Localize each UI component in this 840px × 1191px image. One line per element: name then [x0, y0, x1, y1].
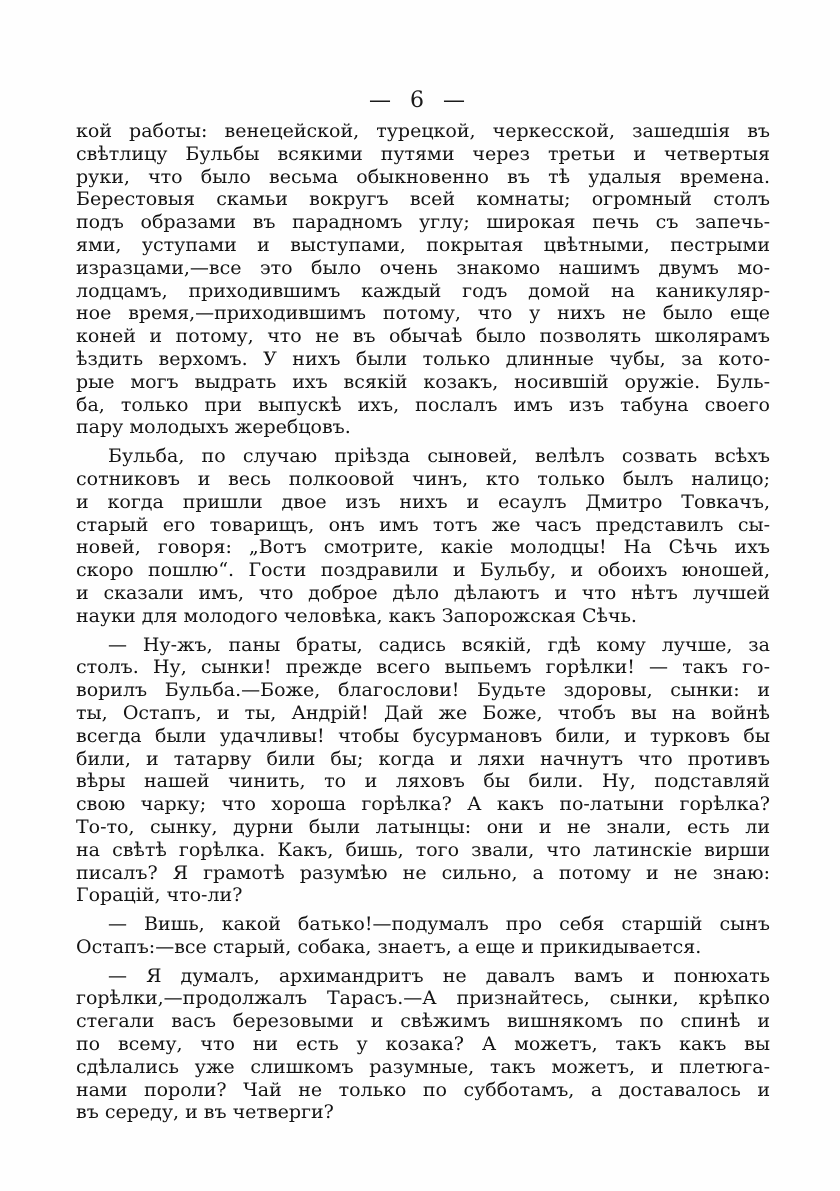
text-line: лодцамъ, приходившимъ каждый годъ домой на каникуляр- — [76, 279, 770, 302]
paragraph — [76, 445, 770, 627]
page-number: — 6 — — [369, 88, 471, 113]
text-line: горѣлки,—продолжалъ Тарасъ.—А признайтесь, сынки, крѣпко — [76, 987, 770, 1010]
text-line: сдѣлались уже слишкомъ разумные, такъ можетъ, и плетюга- — [76, 1055, 770, 1078]
text-line: нами пороли? Чай не только по субботамъ, а доставалось и — [76, 1078, 770, 1101]
text-line: Горацій, что-ли? — [76, 884, 243, 907]
text-line: скоро пошлю“. Гости поздравили и Бульбу, и обоихъ юношей, — [76, 559, 770, 582]
text-line: ями, уступами и выступами, покрытая цвѣтными, пестрыми — [76, 233, 770, 256]
text-line: Берестовыя скамьи вокругъ всей комнаты; огромный столъ — [76, 188, 770, 211]
paragraph — [76, 120, 770, 439]
text-line: вѣры нашей чинить, то и ляховъ бы били. Ну, подставляй — [76, 770, 770, 793]
text-line: изразцами,—все это было очень знакомо нашимъ двумъ мо- — [76, 256, 770, 279]
text-line: — Вишь, какой батько!—подумалъ про себя старшій сынъ — [108, 913, 770, 936]
paragraph — [76, 634, 770, 908]
paragraph — [76, 965, 770, 1125]
text-line: ворилъ Бульба.—Боже, благослови! Будьте здоровы, сынки: и — [76, 679, 770, 702]
page-body-text — [76, 120, 770, 1130]
text-line: всегда были удачливы! чтобы бусурмановъ били, и турковъ бы — [76, 724, 770, 747]
text-line: на свѣтѣ горѣлка. Какъ, бишь, того звали, что латинскіе вирши — [76, 838, 770, 861]
text-line: старый его товарищъ, онъ имъ тотъ же часъ представилъ сы- — [76, 513, 770, 536]
text-line: пару молодыхъ жеребцовъ. — [76, 416, 351, 439]
text-line: ѣздить верхомъ. У нихъ были только длинные чубы, за кото- — [76, 347, 770, 370]
text-line: коней и потому, что не въ обычаѣ было позволять школярамъ — [76, 325, 770, 348]
text-line: стегали васъ березовыми и свѣжимъ вишнякомъ по спинѣ и — [76, 1010, 770, 1033]
text-line: ное время,—приходившимъ потому, что у нихъ не было еще — [76, 302, 770, 325]
text-line: подъ образами въ парадномъ углу; широкая печь съ запечь- — [76, 211, 770, 234]
text-line: въ середу, и въ четверги? — [76, 1101, 334, 1124]
text-line: и сказали имъ, что доброе дѣло дѣлаютъ и что нѣтъ лучшей — [76, 581, 770, 604]
text-line: науки для молодого человѣка, какъ Запорожская Сѣчь. — [76, 604, 637, 627]
text-line: кой работы: венецейской, турецкой, черкесской, зашедшія въ — [76, 120, 770, 142]
text-line: и когда пришли двое изъ нихъ и есаулъ Дмитро Товкачъ, — [76, 490, 770, 513]
text-line: ба, только при выпускѣ ихъ, послалъ имъ изъ табуна своего — [76, 393, 770, 416]
text-line: столъ. Ну, сынки! прежде всего выпьемъ горѣлки! — такъ го- — [76, 656, 770, 679]
text-line: — Ну-жъ, паны браты, садись всякій, гдѣ кому лучше, за — [108, 633, 770, 656]
text-line: — Я думалъ, архимандритъ не давалъ вамъ и понюхать — [108, 964, 770, 987]
text-line: свѣтлицу Бульбы всякими путями через третьи и четвертыя — [76, 142, 770, 165]
text-line: новей, говоря: „Вотъ смотрите, какіе молодцы! На Сѣчь ихъ — [76, 536, 770, 559]
text-line: били, и татарву били бы; когда и ляхи начнутъ что противъ — [76, 747, 770, 770]
text-line: рые могъ выдрать ихъ всякій козакъ, носившій оружіе. Буль- — [76, 370, 770, 393]
text-line: Бульба, по случаю пріѣзда сыновей, велѣлъ созвать всѣхъ — [108, 445, 770, 468]
text-line: руки, что было весьма обыкновенно въ тѣ удалыя времена. — [76, 165, 770, 188]
text-line: Остапъ:—все старый, собака, знаетъ, а еще и прикидывается. — [76, 935, 702, 958]
paragraph — [76, 913, 770, 959]
text-line: сотниковъ и весь полкоовой чинъ, кто только былъ налицо; — [76, 467, 770, 490]
text-line: ты, Остапъ, и ты, Андрій! Дай же Боже, чтобъ вы на войнѣ — [76, 701, 770, 724]
text-line: свою чарку; что хороша горѣлка? А какъ по-латыни горѣлка? — [76, 793, 770, 816]
text-line: То-то, сынку, дурни были латынцы: они и не знали, есть ли — [76, 815, 770, 838]
text-line: писалъ? Я грамотѣ разумѣю не сильно, а потому и не знаю: — [76, 861, 770, 884]
text-line: по всему, что ни есть у козака? А можетъ, такъ какъ вы — [76, 1033, 770, 1056]
